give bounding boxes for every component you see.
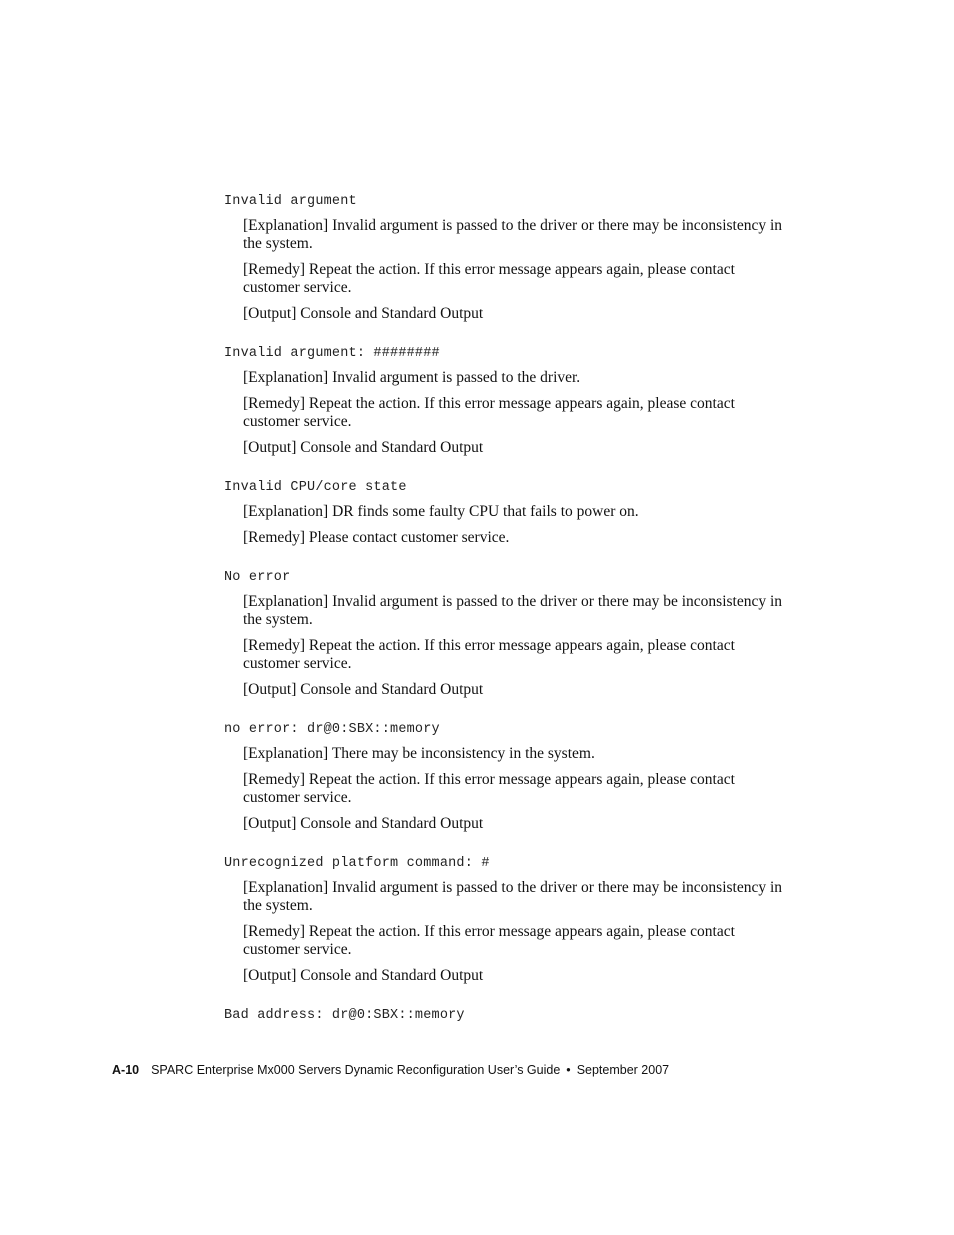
explanation-text: [Explanation] DR finds some faulty CPU that fails to power on.	[243, 503, 639, 520]
explanation-text: [Explanation] Invalid argument is passed to the driver or there may be inconsistency in the system.	[243, 593, 783, 628]
error-entry	[224, 569, 794, 699]
error-message-code: no error: dr@0:SBX::memory	[224, 722, 440, 737]
page-number: A-10	[112, 1063, 140, 1077]
remedy-text: [Remedy] Repeat the action. If this error message appears again, please contact customer service.	[243, 923, 735, 958]
error-message-code: Invalid argument: ########	[224, 346, 440, 361]
error-entry	[224, 1007, 794, 1025]
error-entry	[224, 479, 794, 547]
error-message-code: Invalid CPU/core state	[224, 480, 407, 495]
error-entry	[224, 855, 794, 985]
explanation-text: [Explanation] Invalid argument is passed to the driver or there may be inconsistency in the system.	[243, 217, 783, 252]
remedy-text: [Remedy] Repeat the action. If this error message appears again, please contact customer service.	[243, 261, 735, 296]
footer-separator: •	[566, 1063, 571, 1077]
explanation-text: [Explanation] Invalid argument is passed to the driver.	[243, 369, 581, 386]
output-text: [Output] Console and Standard Output	[243, 967, 484, 984]
footer-date: September 2007	[576, 1063, 670, 1077]
error-entry	[224, 193, 794, 323]
explanation-text: [Explanation] Invalid argument is passed to the driver or there may be inconsistency in the system.	[243, 879, 783, 914]
error-entry	[224, 721, 794, 833]
output-text: [Output] Console and Standard Output	[243, 439, 484, 456]
error-entry	[224, 345, 794, 457]
remedy-text: [Remedy] Repeat the action. If this error message appears again, please contact customer service.	[243, 395, 735, 430]
error-message-list	[224, 193, 794, 1047]
error-message-code: Invalid argument	[224, 194, 357, 209]
explanation-text: [Explanation] There may be inconsistency in the system.	[243, 745, 595, 762]
footer-title: SPARC Enterprise Mx000 Servers Dynamic Reconfiguration User’s Guide	[151, 1063, 561, 1077]
error-message-code: Unrecognized platform command: #	[224, 856, 490, 871]
output-text: [Output] Console and Standard Output	[243, 815, 484, 832]
output-text: [Output] Console and Standard Output	[243, 305, 484, 322]
page-footer	[112, 1063, 669, 1077]
remedy-text: [Remedy] Repeat the action. If this error message appears again, please contact customer service.	[243, 771, 735, 806]
error-message-code: Bad address: dr@0:SBX::memory	[224, 1008, 465, 1023]
remedy-text: [Remedy] Repeat the action. If this error message appears again, please contact customer service.	[243, 637, 735, 672]
error-message-code: No error	[224, 570, 291, 585]
remedy-text: [Remedy] Please contact customer service.	[243, 529, 510, 546]
output-text: [Output] Console and Standard Output	[243, 681, 484, 698]
